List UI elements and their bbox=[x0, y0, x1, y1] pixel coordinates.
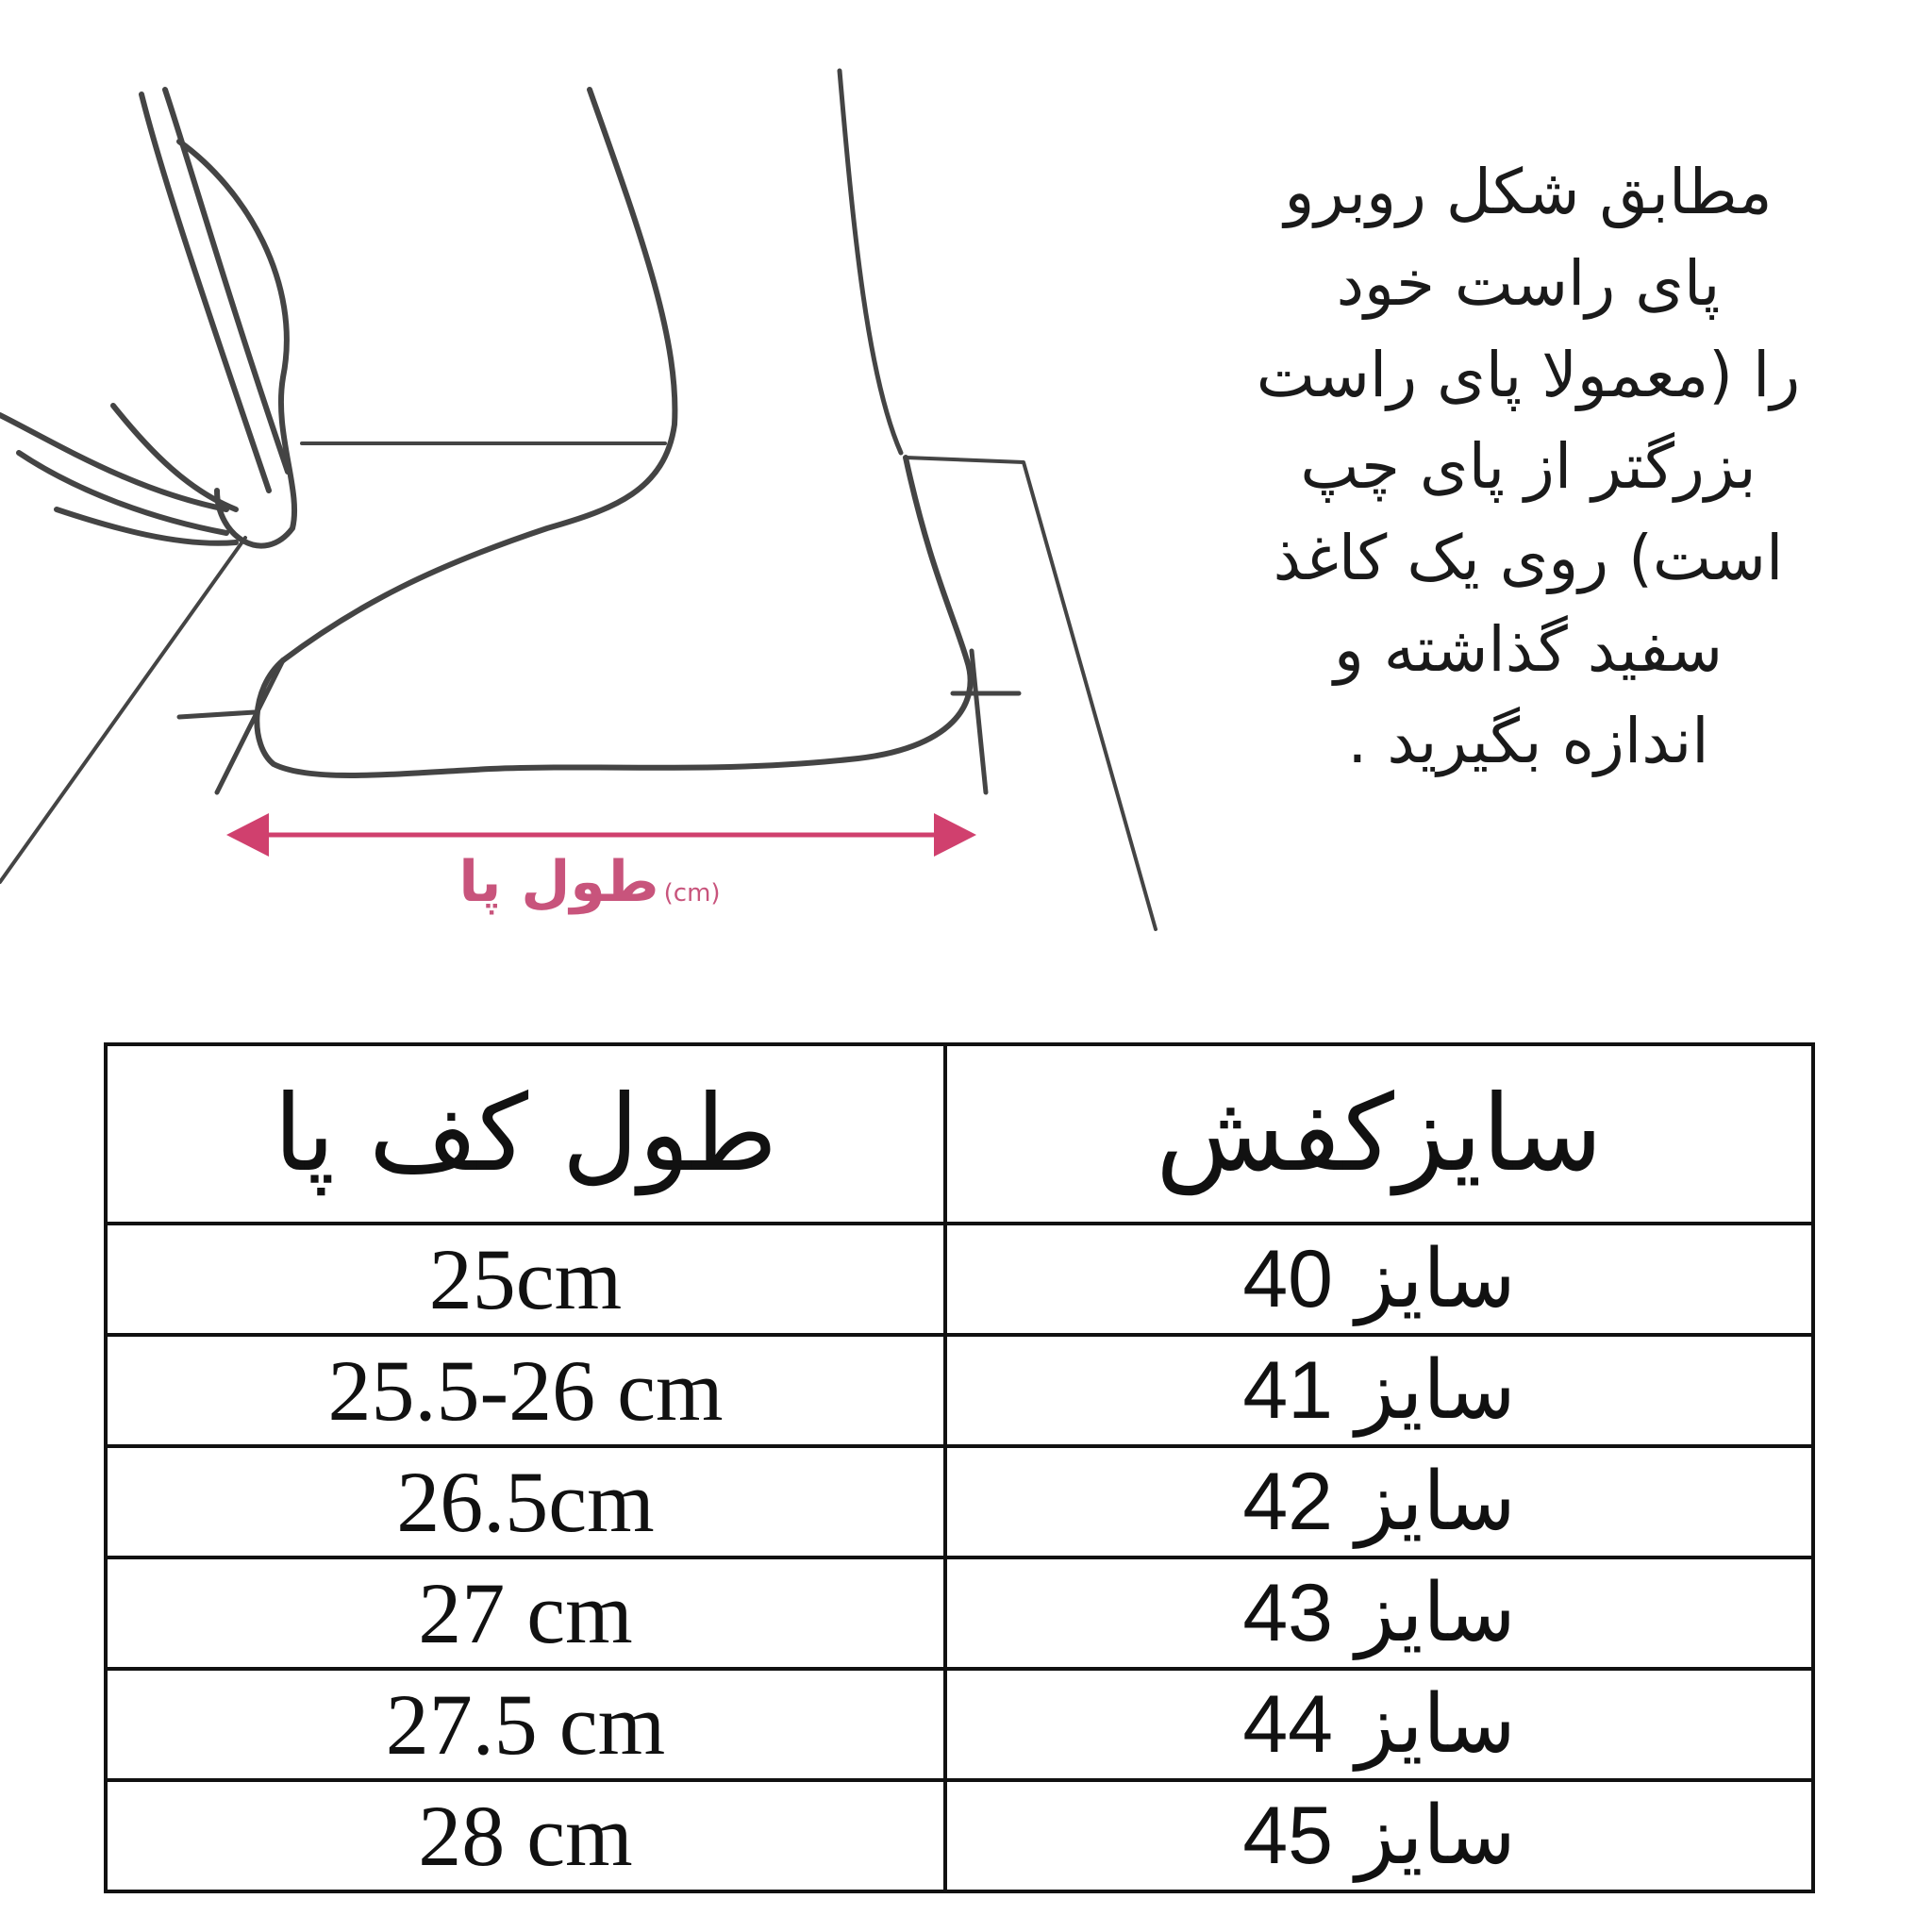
paper-left-edge bbox=[0, 538, 245, 882]
instructions-text bbox=[1127, 146, 1929, 787]
shoe-size-cell bbox=[945, 1335, 1813, 1446]
foot-length-cell: 25cm bbox=[106, 1224, 945, 1335]
size-number: 40 bbox=[1242, 1234, 1333, 1324]
foot-length-cell: 25.5-26 cm bbox=[106, 1335, 945, 1446]
shoe-size-cell bbox=[945, 1224, 1813, 1335]
paper-right-top bbox=[906, 458, 1156, 929]
instruction-line: مطابق شکل روبرو bbox=[1284, 156, 1773, 228]
size-number: 43 bbox=[1242, 1568, 1333, 1658]
instruction-line: اندازه بگیرید . bbox=[1347, 705, 1709, 777]
table-row bbox=[106, 1557, 1813, 1669]
size-word: سایز bbox=[1356, 1232, 1516, 1326]
size-number: 44 bbox=[1242, 1679, 1333, 1770]
foot-length-cell: 26.5cm bbox=[106, 1446, 945, 1557]
foot-length-cell: 27 cm bbox=[106, 1557, 945, 1669]
fingers bbox=[0, 406, 236, 543]
size-word: سایز bbox=[1356, 1789, 1516, 1883]
leg-outline bbox=[283, 90, 675, 660]
size-word: سایز bbox=[1356, 1566, 1516, 1660]
size-number: 42 bbox=[1242, 1457, 1333, 1547]
heel-line bbox=[972, 651, 986, 792]
instruction-line: سفید گذاشته و bbox=[1333, 613, 1724, 686]
header-foot-length: طول کف پا bbox=[106, 1044, 945, 1224]
table-row bbox=[106, 1669, 1813, 1780]
size-word: سایز bbox=[1356, 1343, 1516, 1438]
table-row bbox=[106, 1224, 1813, 1335]
instruction-line: پای راست خود bbox=[1336, 247, 1721, 320]
size-word: سایز bbox=[1356, 1677, 1516, 1772]
toe-line bbox=[217, 660, 283, 792]
wall-line bbox=[840, 71, 901, 453]
shoe-size-cell bbox=[945, 1669, 1813, 1780]
foot-length-cell: 27.5 cm bbox=[106, 1669, 945, 1780]
size-number: 45 bbox=[1242, 1790, 1333, 1881]
table-header-row bbox=[106, 1044, 1813, 1224]
size-number: 41 bbox=[1242, 1345, 1333, 1436]
pencil bbox=[142, 94, 269, 491]
shoe-size-cell bbox=[945, 1446, 1813, 1557]
instruction-line: را (معمولا پای راست bbox=[1256, 339, 1801, 411]
instruction-line: است) روی یک کاغذ bbox=[1273, 522, 1784, 594]
table-row bbox=[106, 1780, 1813, 1891]
toe-tick bbox=[179, 712, 255, 717]
table-row bbox=[106, 1335, 1813, 1446]
unit-label: (cm) bbox=[663, 879, 721, 908]
shoe-size-cell bbox=[945, 1557, 1813, 1669]
header-shoe-size: سایزکفش bbox=[945, 1044, 1813, 1224]
foot-length-text: طول پا bbox=[458, 849, 659, 915]
foot-length-cell: 28 cm bbox=[106, 1780, 945, 1891]
foot-length-label bbox=[453, 849, 736, 915]
table-row bbox=[106, 1446, 1813, 1557]
foot-measurement-illustration bbox=[0, 38, 1170, 943]
size-chart-table bbox=[104, 1042, 1815, 1893]
instruction-line: بزرگتر از پای چپ bbox=[1300, 430, 1757, 503]
size-word: سایز bbox=[1356, 1455, 1516, 1549]
shoe-size-cell bbox=[945, 1780, 1813, 1891]
